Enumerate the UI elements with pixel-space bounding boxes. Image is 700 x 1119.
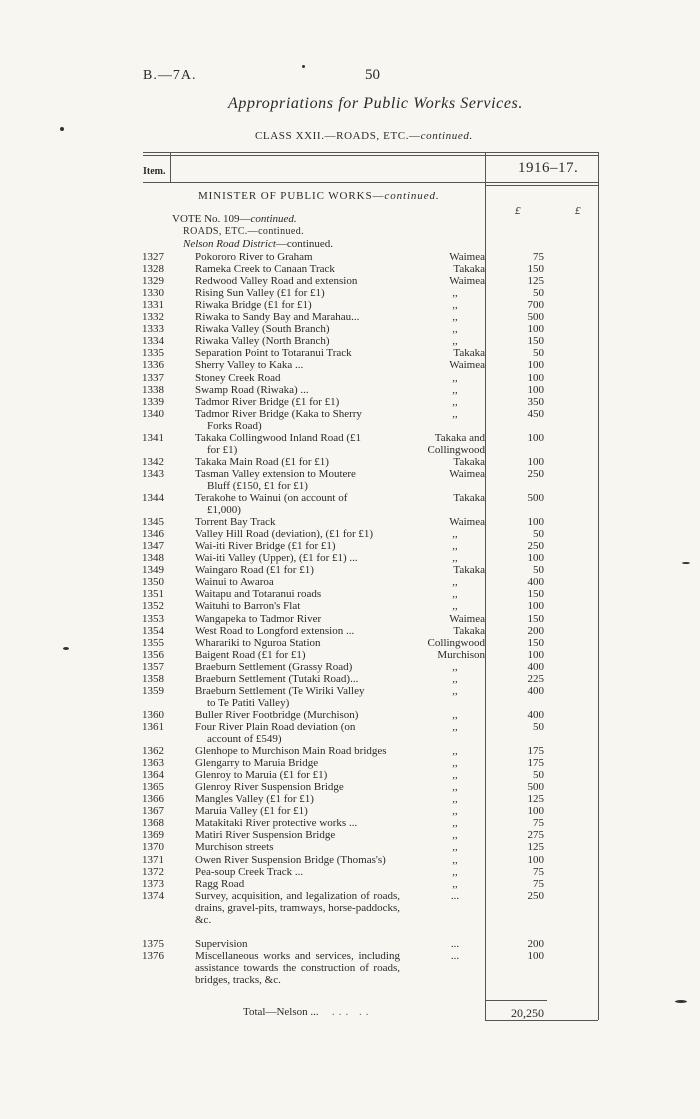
amount: 50 — [533, 769, 544, 782]
amount: 150 — [527, 636, 544, 649]
electoral-district: Waimea — [449, 359, 485, 372]
item-number: 1335 — [142, 347, 164, 360]
item-number: 1330 — [142, 287, 164, 300]
item-description-continuation: £1,000) — [207, 504, 241, 516]
amount: 400 — [527, 708, 544, 721]
amount: 100 — [527, 600, 544, 613]
amount: 125 — [527, 793, 544, 806]
item-description — [195, 323, 420, 335]
item-number: 1329 — [142, 275, 164, 288]
electoral-district: Waimea — [449, 612, 485, 625]
item-description — [195, 275, 420, 287]
amount: 275 — [527, 829, 544, 842]
item-description-line: Owen River Suspension Bridge (Thomas's) — [195, 853, 386, 866]
scan-speck-5 — [675, 1000, 687, 1003]
amount: 350 — [527, 395, 544, 408]
electoral-district: ,, — [452, 865, 458, 878]
item-description — [195, 817, 420, 829]
item-description-line: Takaka Collingwood Inland Road (£1 — [195, 431, 362, 444]
item-description — [195, 793, 420, 805]
item-description-line: Torrent Bay Track — [195, 516, 276, 529]
item-description — [195, 335, 420, 347]
amount: 100 — [527, 853, 544, 866]
amount: 400 — [527, 660, 544, 673]
electoral-district: Waimea — [449, 251, 485, 263]
item-description — [195, 432, 420, 456]
item-description — [195, 528, 420, 540]
item-description — [195, 588, 420, 600]
item-description-line: Wangapeka to Tadmor River — [195, 612, 322, 625]
item-number: 1372 — [142, 865, 164, 878]
item-description-continuation: for £1) — [207, 443, 238, 456]
item-number: 1341 — [142, 431, 164, 444]
item-number: 1344 — [142, 492, 164, 504]
item-description-line: Redwood Valley Road and extension — [195, 275, 358, 288]
electoral-district: ,, — [452, 841, 458, 854]
electoral-district: ,, — [452, 335, 458, 348]
electoral-district: ,, — [452, 528, 458, 541]
minister-heading-text: MINISTER OF PUBLIC WORKS— — [198, 190, 385, 202]
amount: 150 — [527, 588, 544, 601]
item-number: 1327 — [142, 251, 164, 263]
electoral-district: ... — [450, 889, 460, 902]
item-number: 1373 — [142, 877, 164, 890]
item-description — [195, 673, 420, 685]
item-number: 1354 — [142, 624, 164, 637]
electoral-district: ,, — [452, 817, 458, 830]
item-description-line: Ragg Road — [195, 877, 245, 890]
document-reference: B.—7A. — [143, 68, 197, 83]
item-description — [195, 890, 420, 926]
district-name: Nelson Road District — [183, 238, 276, 250]
electoral-district: Takaka — [453, 347, 485, 360]
item-description-line: Waituhi to Barron's Flat — [195, 600, 301, 613]
amount: 150 — [527, 612, 544, 625]
electoral-district: ,, — [452, 552, 458, 565]
amount: 100 — [527, 371, 544, 384]
item-number: 1351 — [142, 588, 164, 601]
amount: 200 — [527, 937, 544, 950]
item-description-line: Mangles Valley (£1 for £1) — [195, 793, 314, 806]
item-description — [195, 311, 420, 323]
item-description-line: Rameka Creek to Canaan Track — [195, 263, 335, 276]
item-description — [195, 372, 420, 384]
electoral-district: Waimea — [449, 467, 485, 480]
amount: 50 — [533, 347, 544, 360]
item-number: 1347 — [142, 540, 164, 553]
item-description-line: Pokororo River to Graham — [195, 251, 313, 263]
item-description-line: Matakitaki River protective works ... — [195, 817, 358, 830]
item-description — [195, 637, 420, 649]
item-number: 1359 — [142, 684, 164, 697]
electoral-district: Takaka — [453, 564, 485, 577]
amount: 175 — [527, 745, 544, 758]
item-description — [195, 950, 420, 986]
item-description-line: West Road to Longford extension ... — [195, 624, 355, 637]
electoral-district: Takaka — [453, 492, 485, 504]
amount: 75 — [533, 817, 544, 830]
item-description — [195, 757, 420, 769]
amount: 400 — [527, 684, 544, 697]
amount: 400 — [527, 576, 544, 589]
item-number: 1371 — [142, 853, 164, 866]
item-number: 1345 — [142, 516, 164, 529]
item-number: 1348 — [142, 552, 164, 565]
item-description-line: Swamp Road (Riwaka) ... — [195, 383, 309, 396]
amount: 100 — [527, 431, 544, 444]
item-description — [195, 287, 420, 299]
amount: 50 — [533, 528, 544, 541]
item-number: 1333 — [142, 323, 164, 336]
item-description — [195, 841, 420, 853]
amount: 75 — [533, 877, 544, 890]
electoral-district: ,, — [452, 540, 458, 553]
year-column-header: 1916–17. — [518, 160, 579, 176]
item-description-line: Glengarry to Maruia Bridge — [195, 757, 319, 770]
item-description-line: Buller River Footbridge (Murchison) — [195, 708, 359, 721]
item-description — [195, 384, 420, 396]
electoral-district: ,, — [452, 407, 458, 420]
electoral-district: Waimea — [449, 275, 485, 288]
total-label: Total—Nelson ... — [243, 1006, 319, 1018]
total-amount: 20,250 — [511, 1006, 544, 1020]
item-description — [195, 685, 420, 709]
year-under-rule — [485, 185, 598, 186]
electoral-district: ,, — [452, 395, 458, 408]
item-number: 1337 — [142, 371, 164, 384]
item-number: 1356 — [142, 648, 164, 661]
item-number: 1365 — [142, 781, 164, 794]
item-number: 1342 — [142, 455, 164, 468]
item-description — [195, 709, 420, 721]
amount: 450 — [527, 407, 544, 420]
amount: 100 — [527, 516, 544, 529]
item-description — [195, 854, 420, 866]
item-number: 1352 — [142, 600, 164, 613]
electoral-district: ,, — [452, 311, 458, 324]
item-description — [195, 613, 420, 625]
item-number: 1343 — [142, 467, 164, 480]
item-number: 1358 — [142, 672, 164, 685]
item-description — [195, 552, 420, 564]
electoral-district: ,, — [452, 793, 458, 806]
item-description-line: Maruia Valley (£1 for £1) — [195, 805, 308, 818]
electoral-district: ,, — [452, 781, 458, 794]
scan-speck-1 — [60, 127, 64, 131]
amount: 150 — [527, 263, 544, 276]
scan-speck-2 — [302, 65, 305, 68]
electoral-district: ,, — [452, 323, 458, 336]
amount: 100 — [527, 648, 544, 661]
amount: 125 — [527, 841, 544, 854]
item-number: 1367 — [142, 805, 164, 818]
item-number: 1349 — [142, 564, 164, 577]
item-description-line: Braeburn Settlement (Tutaki Road)... — [195, 672, 359, 685]
amount: 50 — [533, 287, 544, 300]
amount-column-right-rule — [598, 152, 599, 1020]
header-bottom-rule — [143, 182, 599, 183]
electoral-district: ,, — [452, 672, 458, 685]
item-description-line: Survey, acquisition, and legalization of roads, drains, gravel-pits, tramways, horse-paddocks, &c. — [195, 889, 400, 926]
class-heading — [255, 130, 473, 142]
item-description — [195, 576, 420, 588]
item-description — [195, 649, 420, 661]
electoral-district: Takaka — [453, 263, 485, 276]
item-number: 1376 — [142, 949, 164, 962]
electoral-district: ,, — [452, 588, 458, 601]
amount: 500 — [527, 311, 544, 324]
item-number: 1340 — [142, 407, 164, 420]
amount: 500 — [527, 781, 544, 794]
item-number: 1364 — [142, 769, 164, 782]
vote-heading-text: VOTE No. 109— — [172, 213, 251, 225]
item-description-line: Wharariki to Nguroa Station — [195, 636, 321, 649]
amount: 250 — [527, 467, 544, 480]
amount: 50 — [533, 564, 544, 577]
electoral-district: ,, — [452, 769, 458, 782]
electoral-district: Takaka — [453, 455, 485, 468]
item-number: 1336 — [142, 359, 164, 372]
amount-column-left-rule — [485, 152, 486, 1020]
district-continued: —continued. — [275, 238, 334, 250]
electoral-district: ,, — [452, 299, 458, 312]
electoral-district: ,, — [452, 708, 458, 721]
item-description-continuation: account of £549) — [207, 732, 282, 745]
class-heading-continued: continued. — [420, 130, 473, 142]
item-number: 1369 — [142, 829, 164, 842]
item-number: 1332 — [142, 311, 164, 324]
minister-heading — [198, 190, 440, 202]
item-number: 1368 — [142, 817, 164, 830]
item-description — [195, 516, 420, 528]
item-description — [195, 408, 420, 432]
item-description — [195, 359, 420, 371]
amount: 200 — [527, 624, 544, 637]
amount: 225 — [527, 672, 544, 685]
electoral-district: Waimea — [449, 516, 485, 529]
item-description-continuation: to Te Patiti Valley) — [207, 696, 290, 709]
item-description — [195, 829, 420, 841]
item-description — [195, 625, 420, 637]
amount: 100 — [527, 359, 544, 372]
item-description — [195, 263, 420, 275]
total-top-rule — [485, 1000, 547, 1001]
amount: 100 — [527, 455, 544, 468]
item-description-line: Valley Hill Road (deviation), (£1 for £1) — [195, 528, 374, 541]
electoral-district: ,, — [452, 371, 458, 384]
item-description-continuation: Forks Road) — [207, 419, 262, 432]
amount: 100 — [527, 552, 544, 565]
item-description — [195, 468, 420, 492]
item-description — [195, 878, 420, 890]
district-subheading — [183, 238, 333, 250]
electoral-district: ,, — [452, 877, 458, 890]
item-description-line: Rising Sun Valley (£1 for £1) — [195, 287, 325, 300]
table-top-rule-second — [143, 155, 599, 156]
item-description — [195, 781, 420, 793]
amount: 75 — [533, 251, 544, 263]
item-description — [195, 251, 420, 263]
item-description-line: Glenhope to Murchison Main Road bridges — [195, 745, 387, 758]
item-number: 1360 — [142, 708, 164, 721]
item-description-line: Riwaka Bridge (£1 for £1) — [195, 299, 312, 312]
amount: 250 — [527, 889, 544, 902]
electoral-district: Murchison — [437, 648, 485, 661]
item-description — [195, 396, 420, 408]
item-description-line: Takaka Main Road (£1 for £1) — [195, 455, 329, 468]
item-description — [195, 564, 420, 576]
page-number: 50 — [365, 67, 380, 83]
item-description — [195, 805, 420, 817]
item-number: 1346 — [142, 528, 164, 541]
item-number: 1375 — [142, 937, 164, 950]
amount: 100 — [527, 383, 544, 396]
item-description-line: Miscellaneous works and services, including assistance towards the construction of roads, bridges, tracks, &c. — [195, 949, 400, 986]
minister-heading-continued: continued. — [384, 190, 440, 202]
item-description — [195, 456, 420, 468]
item-description — [195, 721, 420, 745]
item-number: 1366 — [142, 793, 164, 806]
item-description-line: Sherry Valley to Kaka ... — [195, 359, 304, 372]
item-description — [195, 540, 420, 552]
item-description-line: Glenroy to Maruia (£1 for £1) — [195, 769, 328, 782]
item-description-line: Tasman Valley extension to Moutere — [195, 467, 356, 480]
vote-heading-continued: continued. — [250, 213, 297, 225]
amount: 700 — [527, 299, 544, 312]
amount: 125 — [527, 275, 544, 288]
class-heading-text: CLASS XXII.—ROADS, ETC.— — [255, 130, 421, 142]
item-description-line: Terakohe to Wainui (on account of — [195, 492, 348, 504]
scan-speck-3 — [63, 647, 69, 650]
item-description-line: Riwaka Valley (South Branch) — [195, 323, 330, 336]
amount: 175 — [527, 757, 544, 770]
electoral-district: ,, — [452, 853, 458, 866]
amount: 250 — [527, 540, 544, 553]
item-description-line: Four River Plain Road deviation (on — [195, 720, 356, 733]
item-description-line: Pea-soup Creek Track ... — [195, 865, 304, 878]
amount: 100 — [527, 323, 544, 336]
item-column-rule — [170, 152, 171, 182]
electoral-district: ,, — [452, 660, 458, 673]
item-description-line: Wai-iti River Bridge (£1 for £1) — [195, 540, 336, 553]
item-column-header: Item. — [143, 166, 166, 177]
item-description-line: Matiri River Suspension Bridge — [195, 829, 336, 842]
item-description — [195, 661, 420, 673]
electoral-district: Collingwood — [427, 636, 485, 649]
total-leader-dots: ... .. — [332, 1006, 373, 1018]
electoral-district: ,, — [452, 576, 458, 589]
electoral-district: ,, — [452, 745, 458, 758]
item-number: 1338 — [142, 383, 164, 396]
item-description — [195, 347, 420, 359]
item-description-line: Waingaro Road (£1 for £1) — [195, 564, 314, 577]
item-number: 1362 — [142, 745, 164, 758]
item-number: 1334 — [142, 335, 164, 348]
item-description-line: Tadmor River Bridge (£1 for £1) — [195, 395, 340, 408]
amount: 50 — [533, 720, 544, 733]
electoral-district: ,, — [452, 383, 458, 396]
item-description-line: Riwaka to Sandy Bay and Marahau... — [195, 311, 360, 324]
item-number: 1339 — [142, 395, 164, 408]
electoral-district: ... — [450, 937, 460, 950]
item-number: 1357 — [142, 660, 164, 673]
item-description-line: Murchison streets — [195, 841, 274, 854]
item-description-line: Stoney Creek Road — [195, 371, 281, 384]
amount: 150 — [527, 335, 544, 348]
item-description-line: Tadmor River Bridge (Kaka to Sherry — [195, 407, 362, 420]
pound-sign-right: £ — [575, 205, 581, 217]
item-number: 1361 — [142, 720, 164, 733]
item-description-line: Wai-iti Valley (Upper), (£1 for £1) ... — [195, 552, 358, 565]
item-description-line: Braeburn Settlement (Te Wiriki Valley — [195, 684, 365, 697]
amount: 75 — [533, 865, 544, 878]
item-description-line: Separation Point to Totaranui Track — [195, 347, 352, 360]
electoral-district: ,, — [452, 287, 458, 300]
item-description-line: Riwaka Valley (North Branch) — [195, 335, 330, 348]
amount: 100 — [527, 805, 544, 818]
electoral-district: ,, — [452, 684, 458, 697]
item-description — [195, 866, 420, 878]
electoral-district: ,, — [452, 720, 458, 733]
item-number: 1353 — [142, 612, 164, 625]
amount: 500 — [527, 492, 544, 504]
item-description — [195, 492, 420, 516]
item-description — [195, 745, 420, 757]
roads-subheading: ROADS, ETC.—continued. — [183, 226, 305, 237]
amount: 100 — [527, 949, 544, 962]
electoral-district: ,, — [452, 829, 458, 842]
item-description — [195, 938, 420, 950]
item-number: 1350 — [142, 576, 164, 589]
item-description-line: Supervision — [195, 937, 248, 950]
item-number: 1363 — [142, 757, 164, 770]
pound-sign-left: £ — [515, 205, 521, 217]
item-description-line: Baigent Road (£1 for £1) — [195, 648, 306, 661]
item-number: 1370 — [142, 841, 164, 854]
item-number: 1331 — [142, 299, 164, 312]
item-description — [195, 769, 420, 781]
item-description-continuation: Bluff (£150, £1 for £1) — [207, 479, 308, 492]
item-number: 1328 — [142, 263, 164, 276]
item-description — [195, 299, 420, 311]
item-number: 1374 — [142, 889, 164, 902]
electoral-district: ,, — [452, 805, 458, 818]
electoral-district: ,, — [452, 757, 458, 770]
scan-speck-4 — [682, 562, 690, 564]
item-description-line: Glenroy River Suspension Bridge — [195, 781, 344, 794]
electoral-district: Takaka — [453, 624, 485, 637]
table-top-rule — [143, 152, 599, 153]
item-number: 1355 — [142, 636, 164, 649]
item-description-line: Braeburn Settlement (Grassy Road) — [195, 660, 353, 673]
electoral-district: ,, — [452, 600, 458, 613]
electoral-district: Takaka and Collingwood — [427, 431, 485, 456]
item-description-line: Waitapu and Totaranui roads — [195, 588, 322, 601]
vote-heading — [172, 213, 297, 225]
item-description — [195, 600, 420, 612]
item-description-line: Wainui to Awaroa — [195, 576, 274, 589]
page-title: Appropriations for Public Works Services. — [228, 95, 523, 112]
electoral-district: ... — [450, 949, 460, 962]
